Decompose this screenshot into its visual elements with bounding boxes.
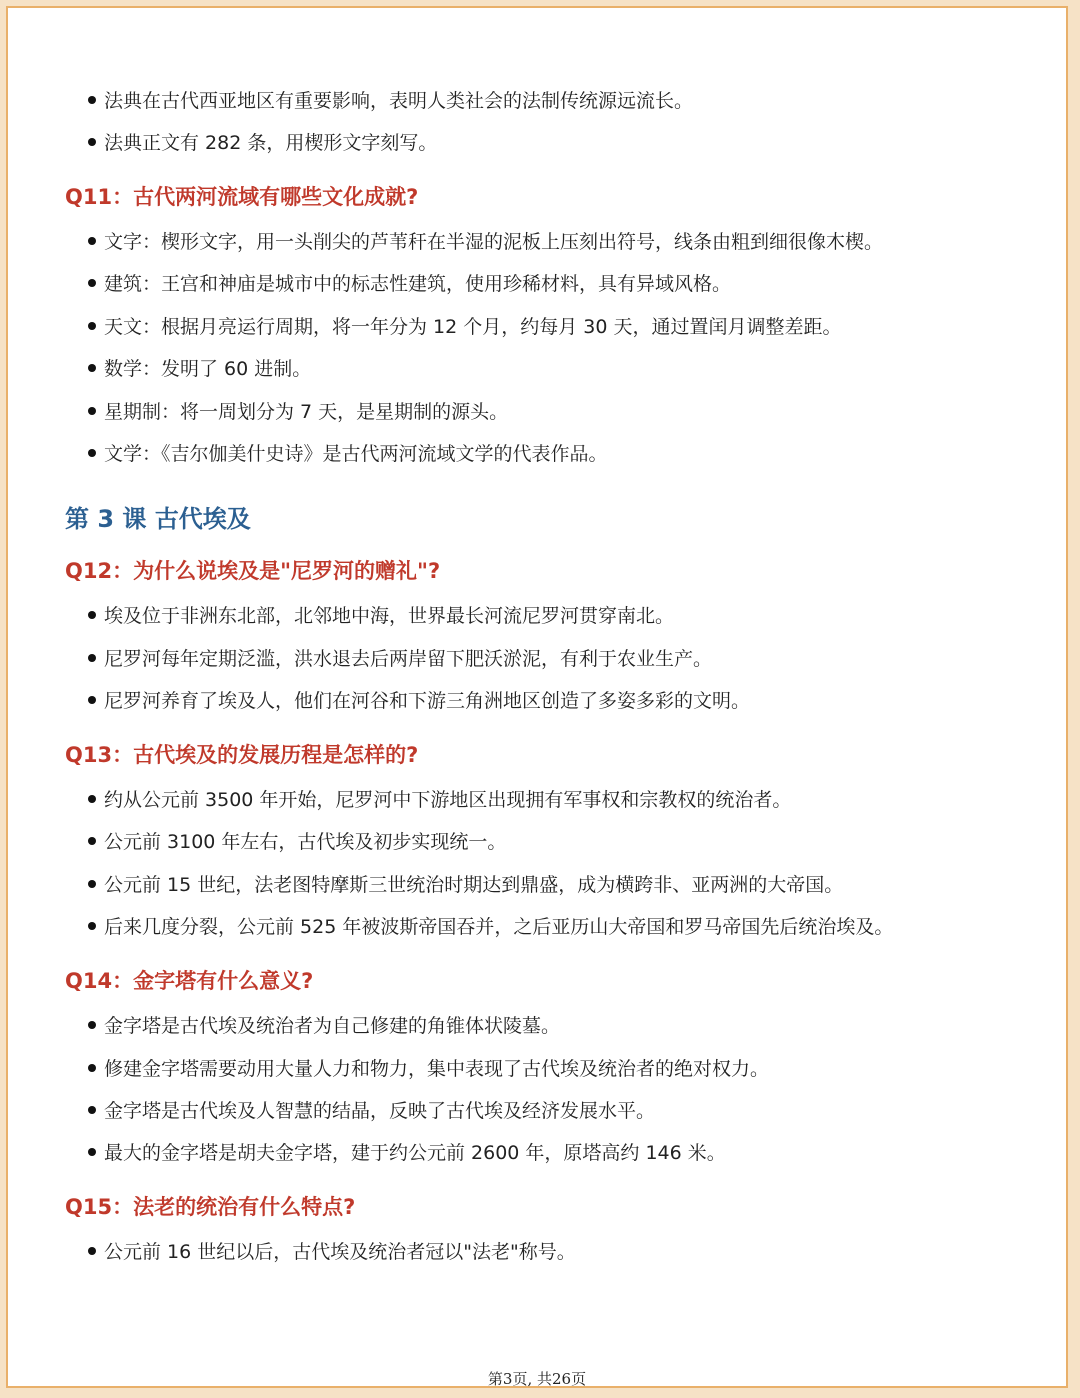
- bullet-item: [88, 1141, 726, 1165]
- bullet-item: [88, 400, 508, 424]
- bullet-item: [88, 442, 608, 466]
- bullet-dot-icon: [88, 837, 96, 845]
- bullet-item: [88, 915, 893, 939]
- bullet-dot-icon: [88, 364, 96, 372]
- bullet-dot-icon: [88, 1064, 96, 1072]
- bullet-item: [88, 315, 842, 339]
- question-heading: Q13：古代埃及的发展历程是怎样的?: [65, 743, 419, 767]
- bullet-text: 文学：《吉尔伽美什史诗》是古代两河流域文学的代表作品。: [104, 443, 608, 465]
- bullet-dot-icon: [88, 237, 96, 245]
- bullet-item: [88, 357, 311, 381]
- bullet-text: 法典正文有 282 条，用楔形文字刻写。: [104, 132, 438, 154]
- bullet-text: 天文：根据月亮运行周期，将一年分为 12 个月，约每月 30 天，通过置闰月调整差距。: [104, 316, 842, 338]
- lesson-heading: 第 3 课 古代埃及: [65, 505, 251, 533]
- bullet-dot-icon: [88, 322, 96, 330]
- bullet-text: 约从公元前 3500 年开始，尼罗河中下游地区出现拥有军事权和宗教权的统治者。: [104, 789, 792, 811]
- bullet-item: [88, 272, 731, 296]
- question-heading: Q15：法老的统治有什么特点?: [65, 1195, 356, 1219]
- question-heading: Q11：古代两河流域有哪些文化成就?: [65, 185, 419, 209]
- document-page: [6, 6, 1068, 1388]
- bullet-dot-icon: [88, 279, 96, 287]
- bullet-text: 建筑：王宫和神庙是城市中的标志性建筑，使用珍稀材料，具有异域风格。: [104, 273, 732, 295]
- bullet-dot-icon: [88, 795, 96, 803]
- page-footer: 第3页, 共26页: [487, 1370, 587, 1388]
- bullet-dot-icon: [88, 611, 96, 619]
- bullet-dot-icon: [88, 654, 96, 662]
- bullet-text: 公元前 3100 年左右，古代埃及初步实现统一。: [104, 831, 507, 853]
- bullet-text: 法典在古代西亚地区有重要影响，表明人类社会的法制传统源远流长。: [104, 90, 694, 112]
- bullet-text: 星期制：将一周划分为 7 天，是星期制的源头。: [104, 401, 509, 423]
- bullet-item: [88, 689, 750, 713]
- bullet-text: 尼罗河每年定期泛滥，洪水退去后两岸留下肥沃淤泥，有利于农业生产。: [104, 648, 713, 670]
- bullet-item: [88, 647, 712, 671]
- bullet-dot-icon: [88, 138, 96, 146]
- bullet-dot-icon: [88, 1106, 96, 1114]
- bullet-item: [88, 788, 791, 812]
- bullet-item: [88, 1057, 769, 1081]
- bullet-item: [88, 230, 883, 254]
- bullet-text: 金字塔是古代埃及人智慧的结晶，反映了古代埃及经济发展水平。: [104, 1100, 656, 1122]
- bullet-text: 后来几度分裂，公元前 525 年被波斯帝国吞并，之后亚历山大帝国和罗马帝国先后统治埃及。: [104, 916, 894, 938]
- bullet-item: [88, 131, 437, 155]
- bullet-item: [88, 1099, 655, 1123]
- bullet-text: 数学：发明了 60 进制。: [104, 358, 312, 380]
- bullet-text: 修建金字塔需要动用大量人力和物力，集中表现了古代埃及统治者的绝对权力。: [104, 1058, 770, 1080]
- bullet-text: 尼罗河养育了埃及人，他们在河谷和下游三角洲地区创造了多姿多彩的文明。: [104, 690, 751, 712]
- bullet-item: [88, 604, 674, 628]
- bullet-text: 公元前 15 世纪，法老图特摩斯三世统治时期达到鼎盛，成为横跨非、亚两洲的大帝国。: [104, 874, 844, 896]
- bullet-dot-icon: [88, 1148, 96, 1156]
- question-heading: Q12：为什么说埃及是"尼罗河的赠礼"?: [65, 559, 441, 583]
- bullet-dot-icon: [88, 1247, 96, 1255]
- bullet-dot-icon: [88, 696, 96, 704]
- bullet-dot-icon: [88, 1021, 96, 1029]
- bullet-text: 公元前 16 世纪以后，古代埃及统治者冠以"法老"称号。: [104, 1241, 576, 1263]
- bullet-item: [88, 873, 843, 897]
- bullet-item: [88, 89, 693, 113]
- bullet-item: [88, 1014, 560, 1038]
- bullet-dot-icon: [88, 922, 96, 930]
- bullet-item: [88, 1240, 576, 1264]
- bullet-dot-icon: [88, 449, 96, 457]
- bullet-text: 文字：楔形文字，用一头削尖的芦苇秆在半湿的泥板上压刻出符号，线条由粗到细很像木楔。: [104, 231, 884, 253]
- bullet-text: 最大的金字塔是胡夫金字塔，建于约公元前 2600 年，原塔高约 146 米。: [104, 1142, 726, 1164]
- bullet-text: 金字塔是古代埃及统治者为自己修建的角锥体状陵墓。: [104, 1015, 561, 1037]
- bullet-item: [88, 830, 506, 854]
- bullet-dot-icon: [88, 96, 96, 104]
- bullet-dot-icon: [88, 880, 96, 888]
- bullet-text: 埃及位于非洲东北部，北邻地中海，世界最长河流尼罗河贯穿南北。: [104, 605, 675, 627]
- bullet-dot-icon: [88, 407, 96, 415]
- question-heading: Q14：金字塔有什么意义?: [65, 969, 314, 993]
